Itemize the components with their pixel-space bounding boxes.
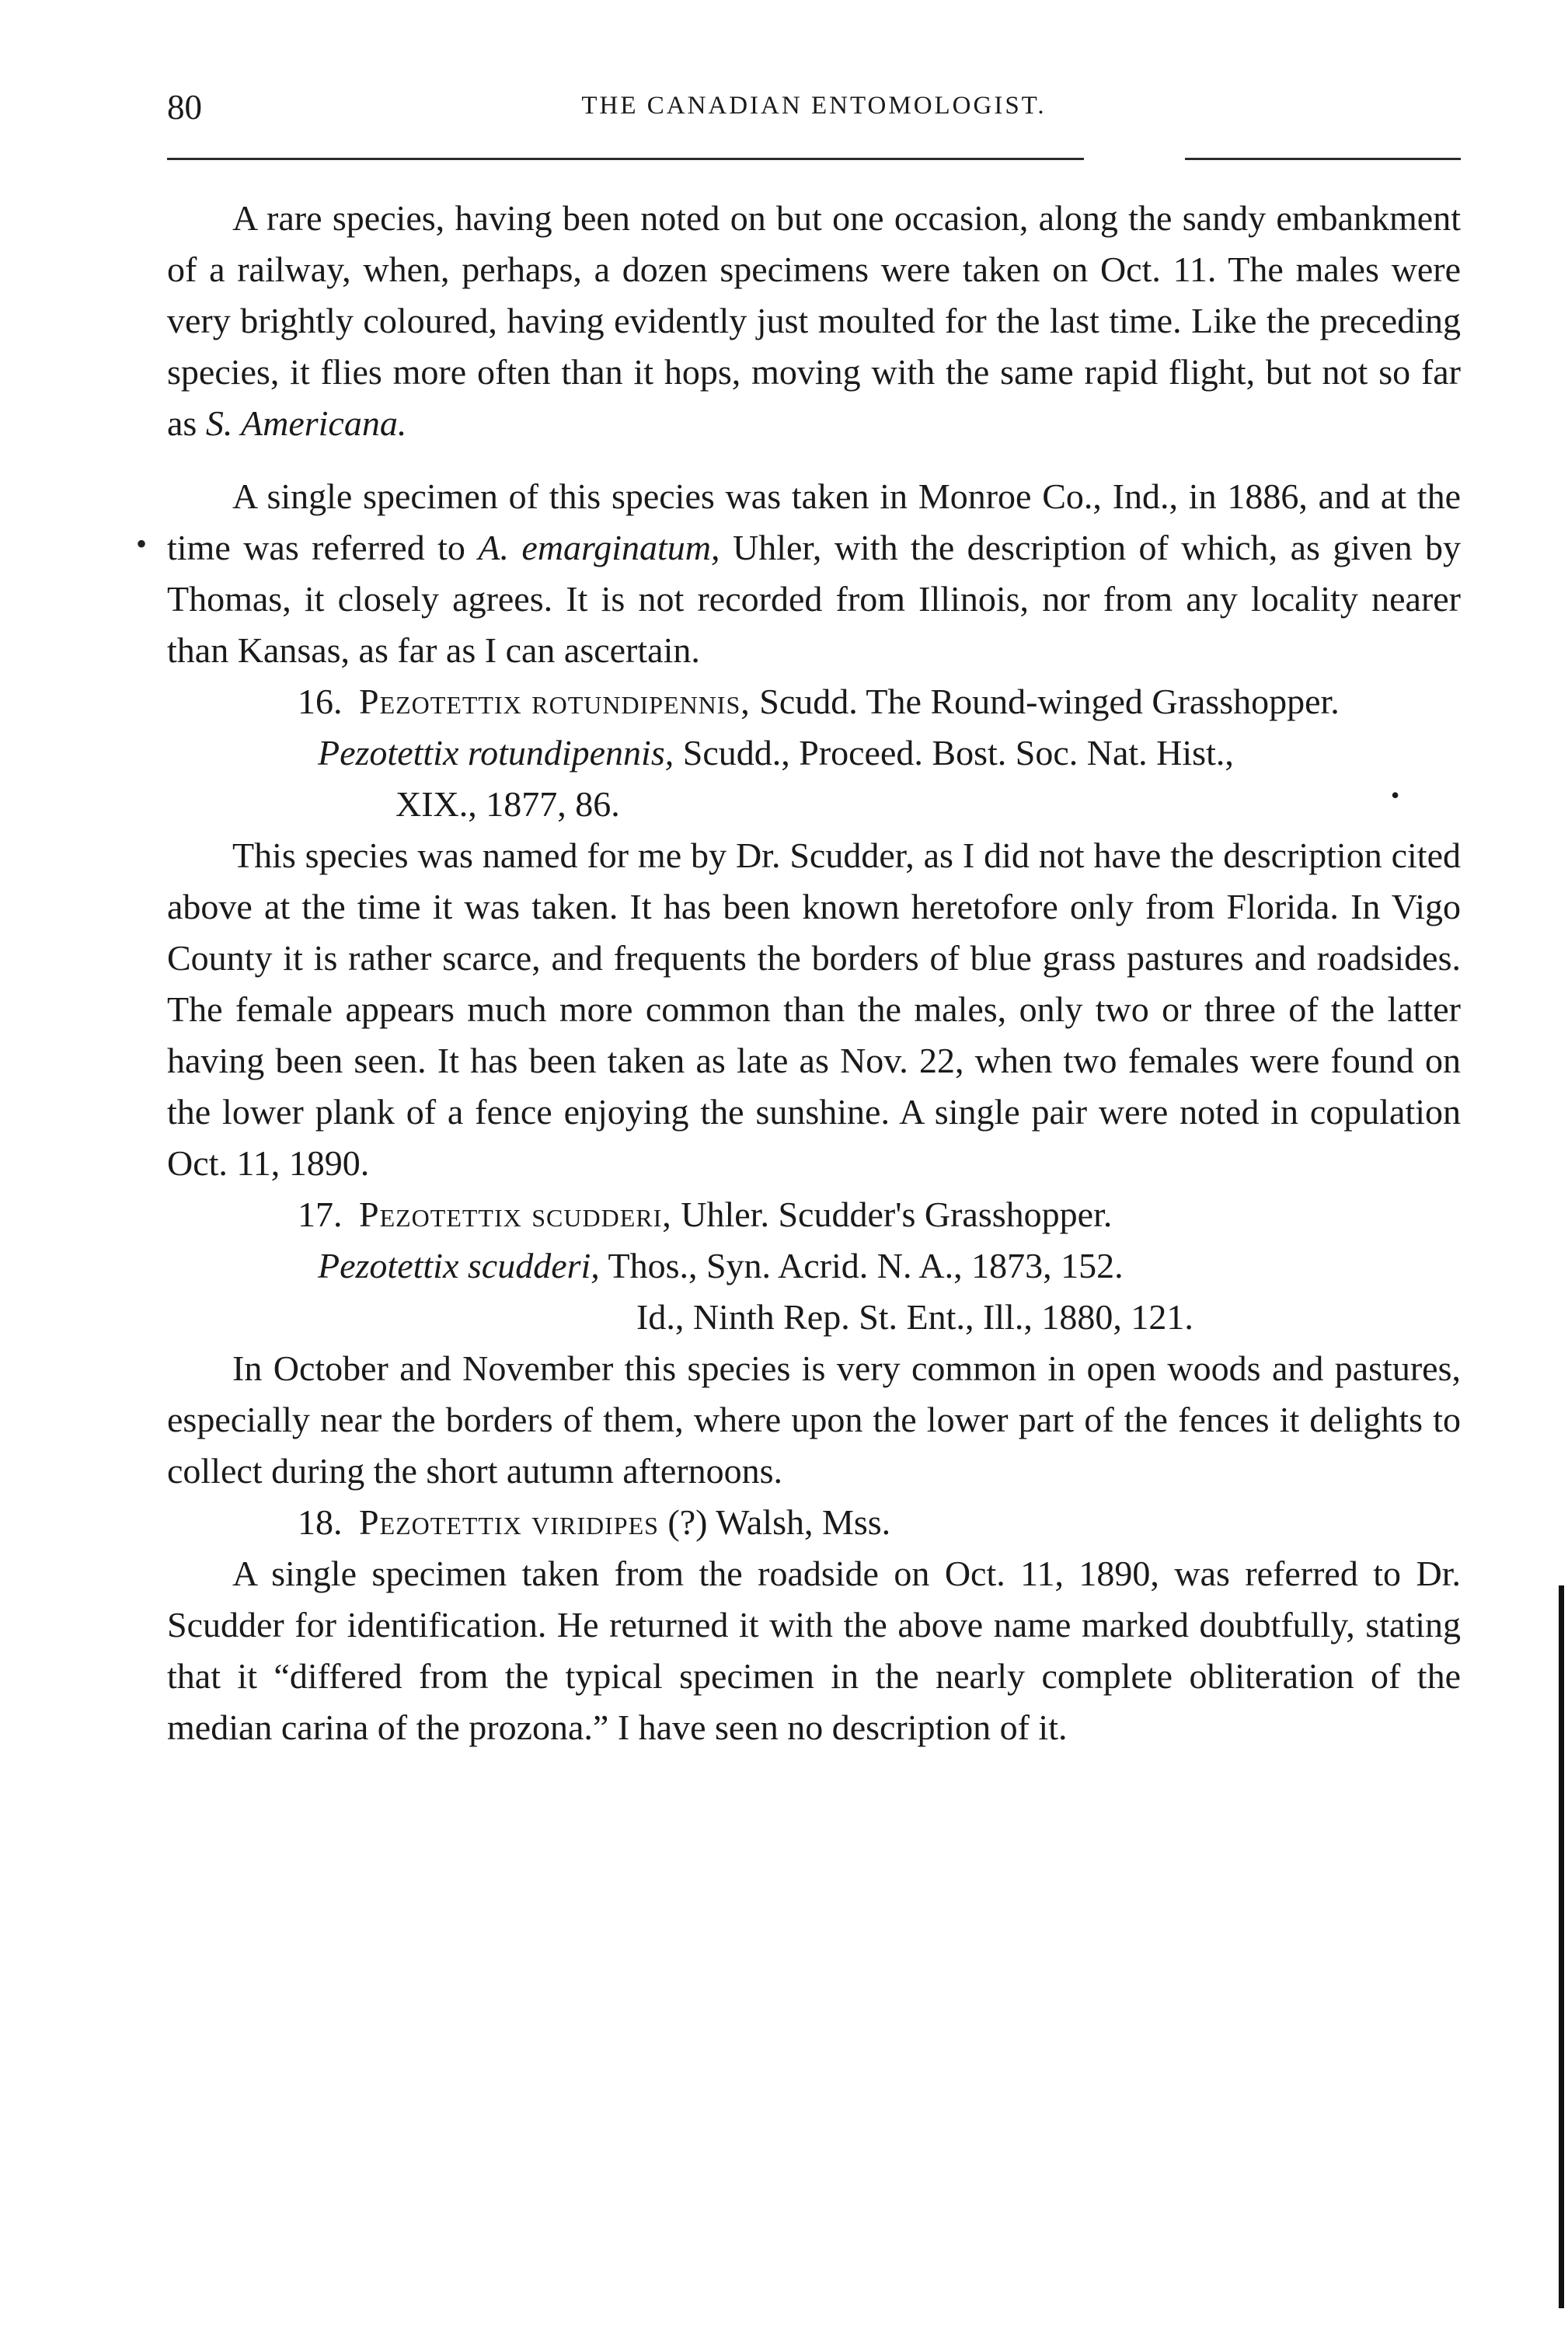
paragraph-rare-species: A rare species, having been noted on but one occasion, along the sandy embankment of a railway, when, perhaps, a dozen specimens were taken on Oct. 11. The males were very brightly coloured, having evidently just moulted for the last time. Like the preceding species, it flies more often than it hops, moving with the same rapid flight, but not so far as S. Americana. [167, 198, 1461, 443]
header-rule [167, 158, 1461, 160]
paragraph-single-specimen: A single specimen of this species was taken in Monroe Co., Ind., in 1886, and at the time was referred to A. emarginatum, Uhler, with the description of which, as given by Thomas, it closely agrees. It is not recorded from Illinois, nor from any locality nearer than Kansas, as far as I can ascertain. [167, 476, 1462, 670]
citation-line: XIX., 1877, 86. [395, 784, 620, 824]
common-name: The Round-winged Grasshopper. [866, 682, 1340, 721]
citation-line: Pezotettix rotundipennis, Scudd., Proceed. Bost. Soc. Nat. Hist., [318, 733, 1234, 773]
species-name: Pezotettix rotundipennis, [359, 682, 751, 721]
section-text-18: A single specimen taken from the roadside on Oct. 11, 1890, was referred to Dr. Scudder for identification. He returned it with the above name marked doubtfully, stating that it “differed from the typical specimen in the nearly complete obliteration of the median carina of the prozona.” I have seen no description of it. [167, 1554, 1461, 1747]
page-header [167, 87, 1461, 134]
species-name: Pezotettix viridipes [359, 1502, 659, 1542]
citation-line: Pezotettix scudderi, Thos., Syn. Acrid. N. A., 1873, 152. [318, 1246, 1124, 1285]
species-name: Pezotettix scudderi, [359, 1195, 672, 1234]
section-text-17: In October and November this species is very common in open woods and pastures, especially near the borders of them, where upon the lower part of the fences it delights to collect during the short autumn afternoons. [167, 1348, 1461, 1491]
section-heading-18: 18. Pezotettix viridipes (?) Walsh, Mss. [298, 1502, 891, 1542]
running-head: THE CANADIAN ENTOMOLOGIST. [581, 92, 1047, 120]
margin-dot: • [1391, 781, 1400, 809]
scan-edge-bar [1559, 1585, 1564, 2308]
section-heading-16: 16. Pezotettix rotundipennis, Scudd. The Round-winged Grasshopper. [298, 682, 1340, 721]
section-heading-17: 17. Pezotettix scudderi, Uhler. Scudder's Grasshopper. [298, 1195, 1113, 1234]
italic-species-name: S. Americana. [205, 403, 407, 443]
section-text-16: This species was named for me by Dr. Scudder, as I did not have the description cited above at the time it was taken. It has been known heretofore only from Florida. In Vigo County it is rather scarce, and frequents the borders of blue grass pastures and roadsides. The female appears much more common than the males, only two or three of the latter having been seen. It has been taken as late as Nov. 22, when two females were found on the lower plank of a fence enjoying the sunshine. A single pair were noted in copulation Oct. 11, 1890. [167, 835, 1461, 1183]
common-name: Scudder's Grasshopper. [778, 1195, 1113, 1234]
page-number: 80 [167, 88, 202, 127]
article-body [167, 193, 1461, 1753]
margin-bullet: • [136, 526, 148, 561]
citation-line: Id., Ninth Rep. St. Ent., Ill., 1880, 121. [636, 1297, 1193, 1337]
italic-species-name: A. emarginatum, [478, 528, 720, 567]
